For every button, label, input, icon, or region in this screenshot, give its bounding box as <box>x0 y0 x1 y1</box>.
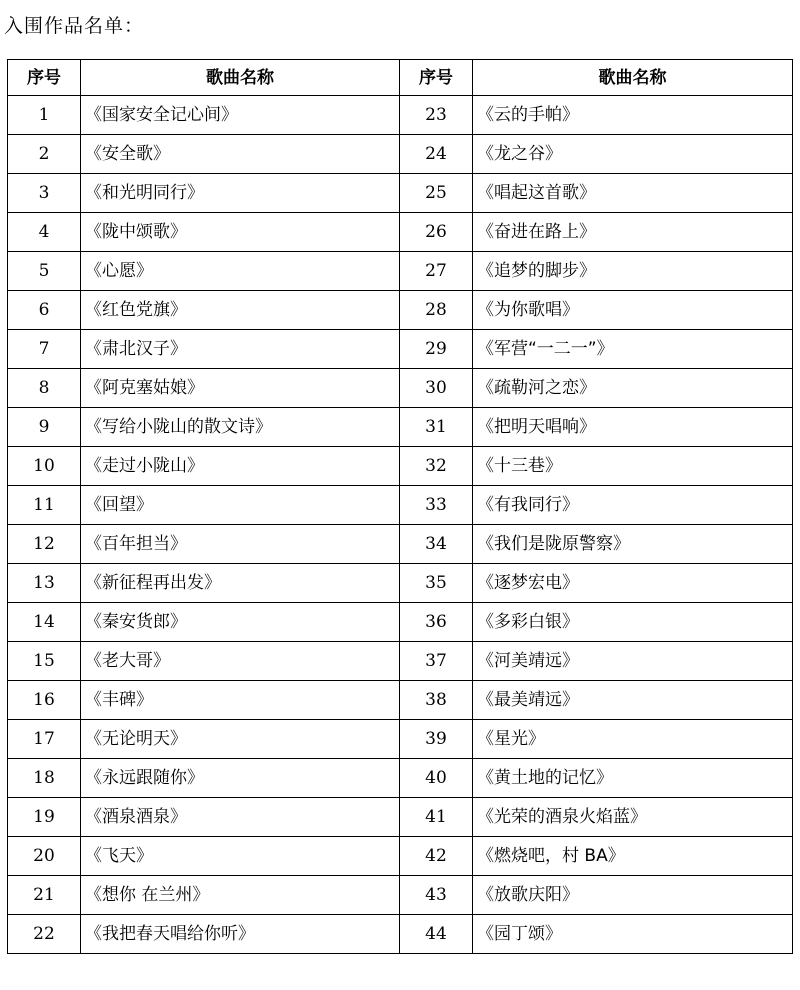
table-row <box>8 447 793 486</box>
song-name-right: 《光荣的酒泉火焰蓝》 <box>473 798 793 837</box>
serial-number-left: 9 <box>8 408 81 447</box>
song-name-right: 《为你歌唱》 <box>473 291 793 330</box>
song-name-left: 《心愿》 <box>81 252 400 291</box>
table-row <box>8 603 793 642</box>
header-serial-right: 序号 <box>400 60 473 96</box>
header-serial-left: 序号 <box>8 60 81 96</box>
serial-number-left: 17 <box>8 720 81 759</box>
serial-number-left: 22 <box>8 915 81 954</box>
song-name-right: 《疏勒河之恋》 <box>473 369 793 408</box>
song-name-left: 《酒泉酒泉》 <box>81 798 400 837</box>
serial-number-left: 8 <box>8 369 81 408</box>
song-name-left: 《国家安全记心间》 <box>81 96 400 135</box>
song-name-left: 《无论明天》 <box>81 720 400 759</box>
song-name-right: 《军营“一二一”》 <box>473 330 793 369</box>
serial-number-left: 12 <box>8 525 81 564</box>
serial-number-right: 26 <box>400 213 473 252</box>
serial-number-left: 14 <box>8 603 81 642</box>
serial-number-left: 20 <box>8 837 81 876</box>
serial-number-right: 42 <box>400 837 473 876</box>
serial-number-right: 23 <box>400 96 473 135</box>
song-list-table <box>7 59 793 954</box>
song-name-left: 《阿克塞姑娘》 <box>81 369 400 408</box>
header-song-name-right: 歌曲名称 <box>473 60 793 96</box>
song-name-left: 《安全歌》 <box>81 135 400 174</box>
song-name-left: 《丰碑》 <box>81 681 400 720</box>
serial-number-left: 7 <box>8 330 81 369</box>
table-row <box>8 174 793 213</box>
song-name-right: 《燃烧吧，村 BA》 <box>473 837 793 876</box>
table-body <box>8 96 793 954</box>
serial-number-right: 29 <box>400 330 473 369</box>
song-name-right: 《有我同行》 <box>473 486 793 525</box>
song-name-right: 《奋进在路上》 <box>473 213 793 252</box>
serial-number-left: 11 <box>8 486 81 525</box>
table-row <box>8 837 793 876</box>
serial-number-left: 2 <box>8 135 81 174</box>
song-name-right: 《星光》 <box>473 720 793 759</box>
song-name-right: 《我们是陇原警察》 <box>473 525 793 564</box>
song-name-right: 《河美靖远》 <box>473 642 793 681</box>
song-name-right: 《黄土地的记忆》 <box>473 759 793 798</box>
song-name-right: 《龙之谷》 <box>473 135 793 174</box>
table-row <box>8 681 793 720</box>
table-row <box>8 876 793 915</box>
song-name-left: 《和光明同行》 <box>81 174 400 213</box>
serial-number-left: 16 <box>8 681 81 720</box>
serial-number-left: 6 <box>8 291 81 330</box>
song-name-left: 《陇中颂歌》 <box>81 213 400 252</box>
serial-number-right: 38 <box>400 681 473 720</box>
song-name-right: 《最美靖远》 <box>473 681 793 720</box>
song-name-left: 《走过小陇山》 <box>81 447 400 486</box>
serial-number-left: 4 <box>8 213 81 252</box>
serial-number-right: 31 <box>400 408 473 447</box>
table-row <box>8 564 793 603</box>
serial-number-left: 15 <box>8 642 81 681</box>
serial-number-right: 34 <box>400 525 473 564</box>
song-name-left: 《老大哥》 <box>81 642 400 681</box>
serial-number-left: 21 <box>8 876 81 915</box>
serial-number-right: 40 <box>400 759 473 798</box>
song-name-left: 《永远跟随你》 <box>81 759 400 798</box>
serial-number-right: 41 <box>400 798 473 837</box>
serial-number-right: 43 <box>400 876 473 915</box>
song-name-right: 《放歌庆阳》 <box>473 876 793 915</box>
table-header-row <box>8 60 793 96</box>
serial-number-left: 19 <box>8 798 81 837</box>
table-row <box>8 408 793 447</box>
table-row <box>8 213 793 252</box>
song-name-left: 《秦安货郎》 <box>81 603 400 642</box>
table-row <box>8 798 793 837</box>
table-row <box>8 642 793 681</box>
song-name-left: 《飞天》 <box>81 837 400 876</box>
serial-number-right: 35 <box>400 564 473 603</box>
table-row <box>8 252 793 291</box>
table-row <box>8 915 793 954</box>
table-row <box>8 291 793 330</box>
table-row <box>8 720 793 759</box>
serial-number-right: 36 <box>400 603 473 642</box>
table-row <box>8 486 793 525</box>
serial-number-right: 25 <box>400 174 473 213</box>
song-name-right: 《把明天唱响》 <box>473 408 793 447</box>
table-row <box>8 759 793 798</box>
serial-number-right: 28 <box>400 291 473 330</box>
serial-number-right: 24 <box>400 135 473 174</box>
song-name-left: 《写给小陇山的散文诗》 <box>81 408 400 447</box>
table-row <box>8 525 793 564</box>
serial-number-right: 32 <box>400 447 473 486</box>
serial-number-right: 30 <box>400 369 473 408</box>
table-row <box>8 330 793 369</box>
song-name-right: 《园丁颂》 <box>473 915 793 954</box>
song-name-left: 《红色党旗》 <box>81 291 400 330</box>
table-row <box>8 135 793 174</box>
song-name-left: 《想你 在兰州》 <box>81 876 400 915</box>
document-title: 入围作品名单： <box>4 15 145 37</box>
serial-number-left: 10 <box>8 447 81 486</box>
serial-number-right: 33 <box>400 486 473 525</box>
header-song-name-left: 歌曲名称 <box>81 60 400 96</box>
song-name-left: 《百年担当》 <box>81 525 400 564</box>
song-name-right: 《追梦的脚步》 <box>473 252 793 291</box>
song-name-right: 《云的手帕》 <box>473 96 793 135</box>
song-name-right: 《逐梦宏电》 <box>473 564 793 603</box>
song-name-left: 《回望》 <box>81 486 400 525</box>
song-name-right: 《多彩白银》 <box>473 603 793 642</box>
serial-number-right: 39 <box>400 720 473 759</box>
serial-number-right: 37 <box>400 642 473 681</box>
serial-number-right: 44 <box>400 915 473 954</box>
serial-number-left: 5 <box>8 252 81 291</box>
serial-number-right: 27 <box>400 252 473 291</box>
song-name-left: 《我把春天唱给你听》 <box>81 915 400 954</box>
table-row <box>8 96 793 135</box>
serial-number-left: 3 <box>8 174 81 213</box>
serial-number-left: 18 <box>8 759 81 798</box>
serial-number-left: 13 <box>8 564 81 603</box>
song-name-right: 《唱起这首歌》 <box>473 174 793 213</box>
song-name-left: 《肃北汉子》 <box>81 330 400 369</box>
song-name-left: 《新征程再出发》 <box>81 564 400 603</box>
serial-number-left: 1 <box>8 96 81 135</box>
table-row <box>8 369 793 408</box>
song-name-right: 《十三巷》 <box>473 447 793 486</box>
